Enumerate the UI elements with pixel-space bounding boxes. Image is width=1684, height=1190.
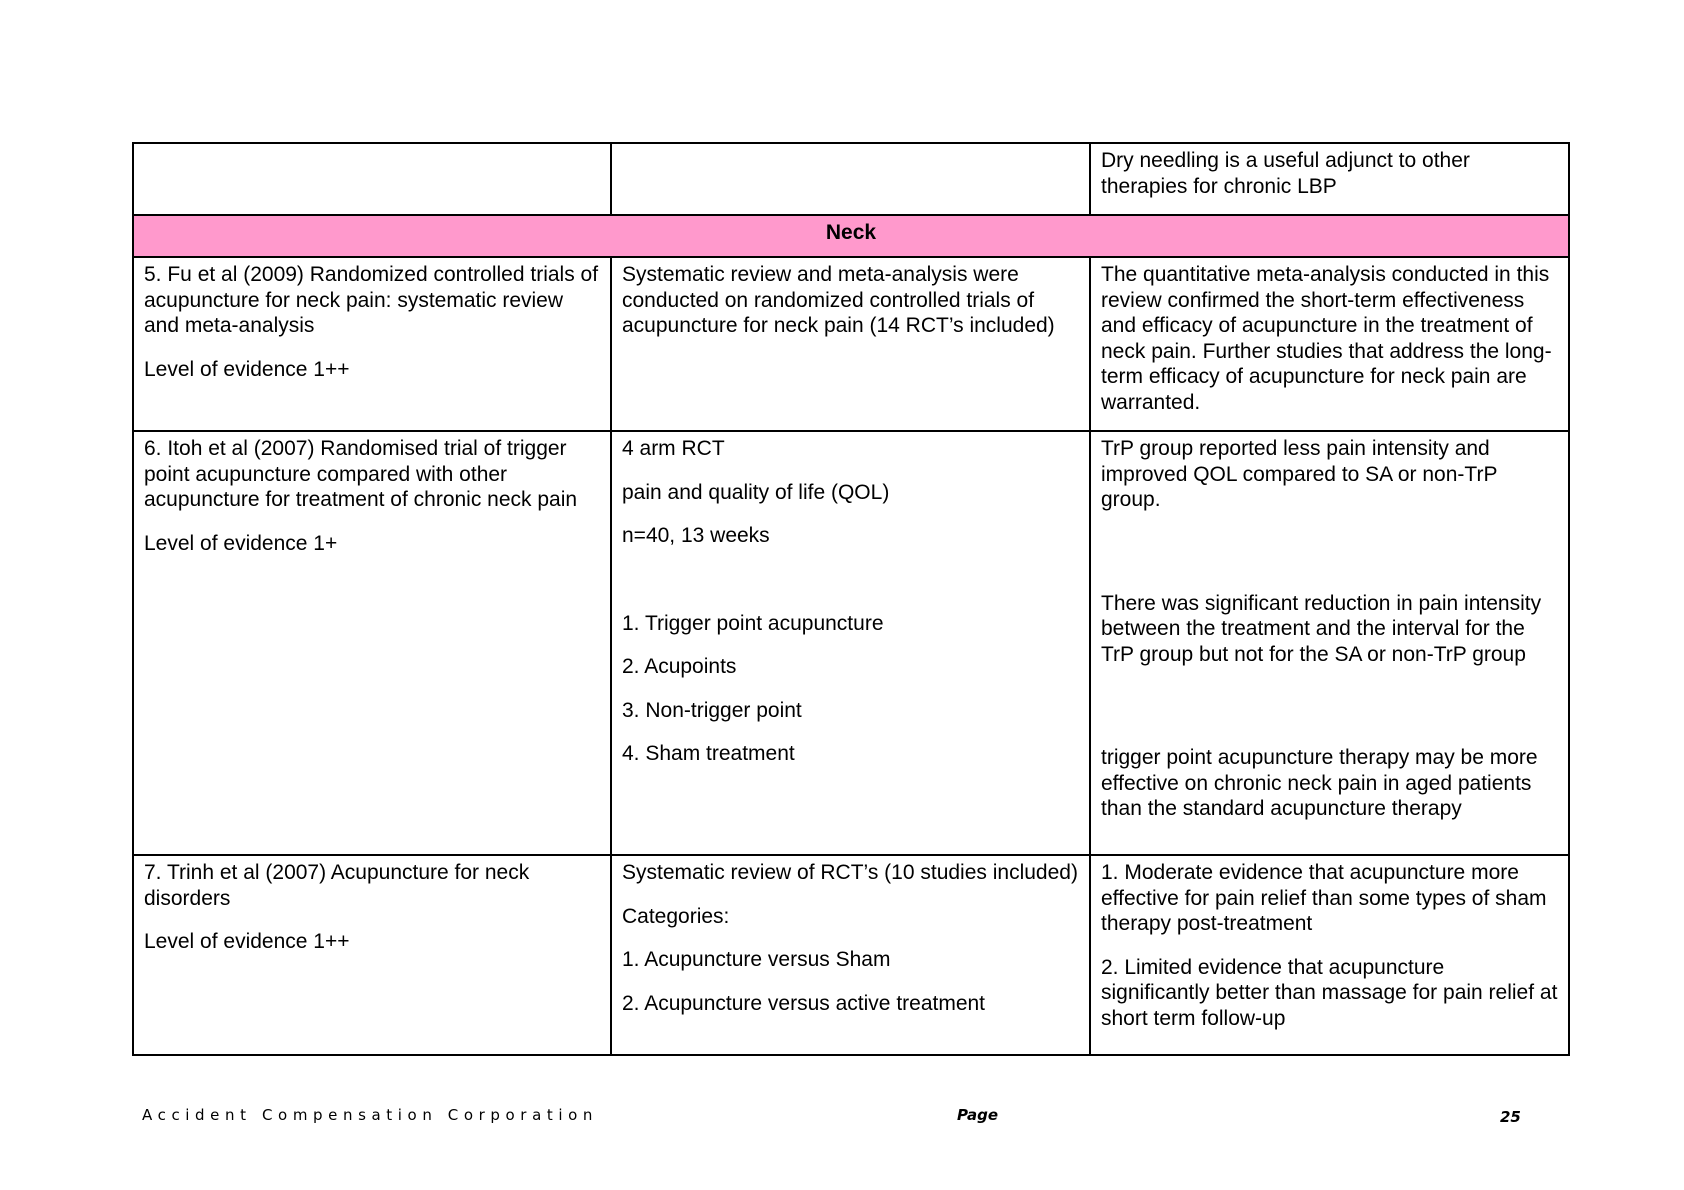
- evidence-level: Level of evidence 1+: [144, 531, 338, 555]
- study-title: 7. Trinh et al (2007) Acupuncture for neck disorders: [144, 861, 530, 910]
- design-text: Systematic review and meta-analysis were conducted on randomized controlled trials of acupuncture for neck pain (14 RCT’s included): [622, 263, 1055, 337]
- study-title: 6. Itoh et al (2007) Randomised trial of trigger point acupuncture compared with other acupuncture for treatment of chronic neck pain: [144, 437, 578, 511]
- evidence-level: Level of evidence 1++: [144, 357, 350, 381]
- evidence-table: [132, 142, 1570, 1056]
- evidence-level: Level of evidence 1++: [144, 930, 350, 953]
- conclusion-text: 1. Moderate evidence that acupuncture more effective for pain relief than some types of sham therapy post-treatment: [1101, 861, 1547, 935]
- table-cell: [133, 143, 611, 215]
- arm-item: 3. Non-trigger point: [622, 698, 802, 722]
- footer-organization: Accident Compensation Corporation: [142, 1106, 599, 1124]
- category-item: 2. Acupuncture versus active treatment: [622, 991, 986, 1015]
- conclusion-cell: [1090, 431, 1569, 855]
- design-text: pain and quality of life (QOL): [622, 480, 890, 504]
- design-cell: [611, 257, 1090, 431]
- study-title: 5. Fu et al (2009) Randomized controlled trials of acupuncture for neck pain: systematic review and meta-analysis: [144, 263, 599, 337]
- arm-item: 4. Sham treatment: [622, 742, 795, 765]
- conclusion-text: Dry needling is a useful adjunct to other therapies for chronic LBP: [1101, 149, 1470, 198]
- section-heading-row: [133, 215, 1569, 257]
- design-text: 4 arm RCT: [622, 437, 725, 460]
- conclusion-text: TrP group reported less pain intensity and improved QOL compared to SA or non-TrP group.: [1101, 437, 1498, 511]
- table-row: [133, 431, 1569, 855]
- footer-page-label: Page: [957, 1106, 999, 1124]
- conclusion-text: The quantitative meta-analysis conducted in this review confirmed the short-term effectiveness and efficacy of acupuncture in the treatment of neck pain. Further studies that address the long-term efficacy of acupuncture for neck pain are warranted.: [1101, 263, 1552, 414]
- conclusion-text: trigger point acupuncture therapy may be more effective on chronic neck pain in aged patients than the standard acupuncture therapy: [1101, 746, 1538, 820]
- table-row: [133, 143, 1569, 215]
- design-text: n=40, 13 weeks: [622, 524, 770, 547]
- design-text: Systematic review of RCT’s (10 studies included): [622, 861, 1078, 884]
- section-heading: Neck: [133, 215, 1569, 257]
- design-cell: [611, 431, 1090, 855]
- table-cell: [611, 143, 1090, 215]
- design-cell: [611, 855, 1090, 1055]
- study-cell: [133, 431, 611, 855]
- conclusion-text: There was significant reduction in pain intensity between the treatment and the interval for the TrP group but not for the SA or non-TrP group: [1101, 591, 1542, 666]
- arm-item: 1. Trigger point acupuncture: [622, 611, 884, 635]
- study-cell: [133, 257, 611, 431]
- footer-page-number: 25: [1500, 1108, 1521, 1126]
- category-item: 1. Acupuncture versus Sham: [622, 948, 891, 971]
- table-row: [133, 855, 1569, 1055]
- conclusion-cell: [1090, 257, 1569, 431]
- design-text: Categories:: [622, 904, 730, 928]
- table-cell: [1090, 143, 1569, 215]
- table-row: [133, 257, 1569, 431]
- study-cell: [133, 855, 611, 1055]
- conclusion-cell: [1090, 855, 1569, 1055]
- arm-item: 2. Acupoints: [622, 655, 737, 678]
- conclusion-text: 2. Limited evidence that acupuncture significantly better than massage for pain relief at short term follow-up: [1101, 955, 1558, 1030]
